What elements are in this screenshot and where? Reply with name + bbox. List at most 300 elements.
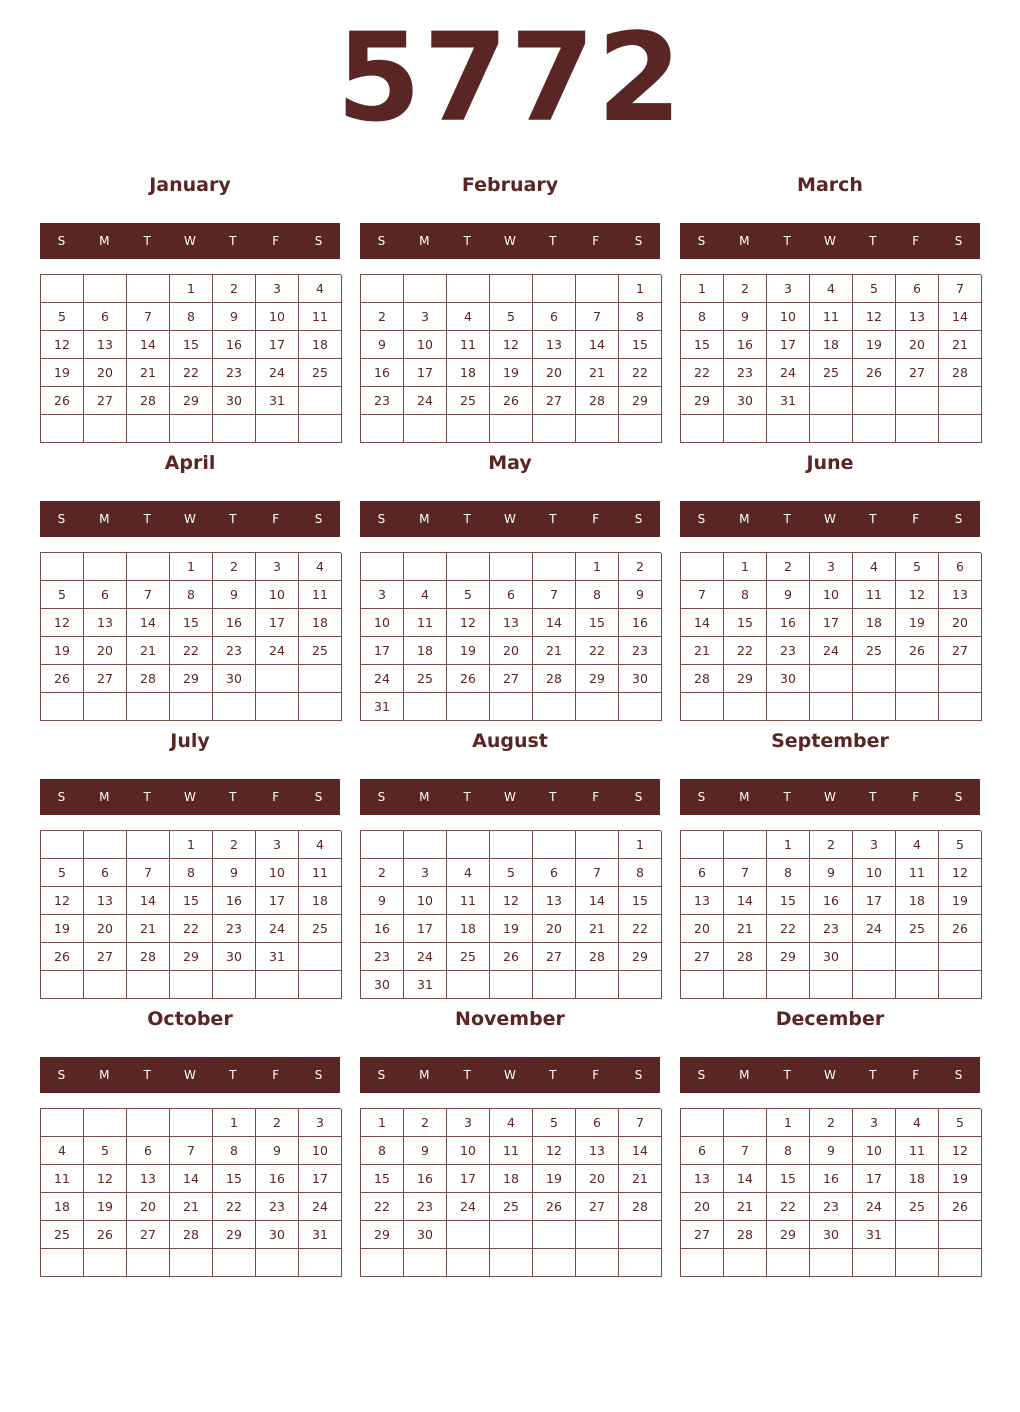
day-cell: 16 [213,331,256,359]
empty-day-cell [299,1249,342,1277]
day-cell: 12 [41,331,84,359]
day-cell: 20 [681,1193,724,1221]
weekday-label: S [697,234,706,248]
empty-day-cell [576,1221,619,1249]
day-cell: 24 [256,637,299,665]
day-cell: 8 [576,581,619,609]
day-cell: 15 [724,609,767,637]
day-cell: 29 [767,943,810,971]
day-cell: 13 [490,609,533,637]
day-cell: 23 [213,637,256,665]
empty-day-cell [939,1249,982,1277]
empty-day-cell [810,971,853,999]
weekday-header [680,501,980,537]
day-cell: 23 [724,359,767,387]
empty-day-cell [84,693,127,721]
day-cell: 29 [681,387,724,415]
empty-day-cell [681,415,724,443]
day-cell: 5 [490,859,533,887]
day-cell: 17 [299,1165,342,1193]
day-cell: 27 [939,637,982,665]
empty-day-cell [84,971,127,999]
weekday-label: S [57,512,66,526]
empty-day-cell [896,1221,939,1249]
day-cell: 28 [170,1221,213,1249]
day-cell: 4 [853,553,896,581]
day-cell: 27 [533,943,576,971]
weekday-label: M [739,512,750,526]
day-cell: 9 [810,859,853,887]
day-cell: 22 [681,359,724,387]
empty-day-cell [490,1249,533,1277]
day-cell: 17 [256,887,299,915]
day-cell: 29 [619,387,662,415]
weekday-label: S [634,790,643,804]
weekday-label: T [143,790,151,804]
weekday-label: T [549,1068,557,1082]
day-cell: 4 [299,831,342,859]
day-cell: 8 [767,1137,810,1165]
day-cell: 1 [619,275,662,303]
weekday-label: S [697,512,706,526]
empty-day-cell [361,275,404,303]
empty-day-cell [576,275,619,303]
empty-day-cell [576,971,619,999]
day-cell: 28 [619,1193,662,1221]
day-grid [40,274,341,443]
month-name: August [472,730,548,752]
day-cell: 19 [853,331,896,359]
day-cell: 15 [619,331,662,359]
day-cell: 23 [213,915,256,943]
empty-day-cell [170,1249,213,1277]
empty-day-cell [619,1221,662,1249]
day-cell: 23 [213,359,256,387]
weekday-label: M [739,234,750,248]
day-cell: 9 [213,581,256,609]
day-cell: 28 [681,665,724,693]
day-cell: 9 [619,581,662,609]
day-grid [40,552,341,721]
empty-day-cell [447,693,490,721]
empty-day-cell [619,971,662,999]
day-cell: 8 [170,859,213,887]
day-cell: 9 [404,1137,447,1165]
empty-day-cell [681,971,724,999]
empty-day-cell [299,971,342,999]
weekday-label: S [634,512,643,526]
weekday-label: T [869,234,877,248]
day-cell: 11 [853,581,896,609]
weekday-header [360,779,660,815]
weekday-label: F [592,512,600,526]
day-cell: 16 [810,1165,853,1193]
day-cell: 26 [41,387,84,415]
day-grid [680,274,981,443]
day-cell: 6 [939,553,982,581]
weekday-label: T [869,790,877,804]
day-cell: 29 [170,665,213,693]
day-cell: 11 [447,331,490,359]
empty-day-cell [681,553,724,581]
weekday-header [680,1057,980,1093]
empty-day-cell [127,1109,170,1137]
weekday-label: T [463,512,471,526]
day-cell: 21 [724,1193,767,1221]
day-cell: 16 [256,1165,299,1193]
day-cell: 1 [170,831,213,859]
day-cell: 29 [213,1221,256,1249]
day-cell: 18 [299,331,342,359]
empty-day-cell [724,831,767,859]
day-grid [40,1108,341,1277]
empty-day-cell [447,275,490,303]
day-cell: 19 [41,637,84,665]
day-cell: 19 [84,1193,127,1221]
empty-day-cell [939,387,982,415]
empty-day-cell [896,693,939,721]
weekday-label: F [912,1068,920,1082]
day-cell: 7 [724,859,767,887]
day-cell: 3 [853,831,896,859]
month-name: September [771,730,889,752]
weekday-label: S [697,1068,706,1082]
day-cell: 19 [490,915,533,943]
weekday-label: T [229,234,237,248]
day-cell: 16 [404,1165,447,1193]
day-cell: 19 [41,915,84,943]
day-cell: 10 [256,581,299,609]
empty-day-cell [256,665,299,693]
day-cell: 29 [576,665,619,693]
day-cell: 27 [681,1221,724,1249]
day-cell: 22 [170,359,213,387]
weekday-label: M [739,1068,750,1082]
day-cell: 2 [404,1109,447,1137]
day-cell: 15 [619,887,662,915]
empty-day-cell [490,831,533,859]
day-grid [360,274,661,443]
empty-day-cell [84,831,127,859]
day-cell: 14 [576,331,619,359]
day-cell: 30 [767,665,810,693]
day-cell: 20 [127,1193,170,1221]
day-cell: 26 [533,1193,576,1221]
weekday-header [680,223,980,259]
day-cell: 9 [810,1137,853,1165]
empty-day-cell [533,415,576,443]
empty-day-cell [41,275,84,303]
empty-day-cell [299,693,342,721]
weekday-label: W [184,234,196,248]
day-cell: 10 [299,1137,342,1165]
day-cell: 13 [84,609,127,637]
empty-day-cell [447,971,490,999]
weekday-label: T [549,790,557,804]
day-cell: 2 [767,553,810,581]
day-cell: 11 [299,859,342,887]
day-cell: 14 [170,1165,213,1193]
day-cell: 11 [299,303,342,331]
empty-day-cell [127,693,170,721]
day-cell: 31 [256,387,299,415]
day-cell: 24 [767,359,810,387]
day-cell: 10 [810,581,853,609]
day-cell: 6 [681,859,724,887]
day-cell: 16 [724,331,767,359]
day-cell: 6 [533,303,576,331]
empty-day-cell [256,971,299,999]
weekday-label: S [314,234,323,248]
empty-day-cell [681,693,724,721]
day-cell: 18 [447,915,490,943]
day-cell: 18 [299,609,342,637]
day-cell: 3 [404,303,447,331]
day-cell: 7 [127,859,170,887]
weekday-label: T [549,512,557,526]
empty-day-cell [681,1109,724,1137]
weekday-label: T [783,1068,791,1082]
weekday-label: F [592,1068,600,1082]
day-cell: 22 [213,1193,256,1221]
empty-day-cell [490,275,533,303]
day-cell: 16 [619,609,662,637]
day-cell: 15 [170,331,213,359]
empty-day-cell [724,1249,767,1277]
day-cell: 6 [896,275,939,303]
day-cell: 7 [127,303,170,331]
empty-day-cell [533,275,576,303]
day-cell: 9 [724,303,767,331]
day-cell: 16 [810,887,853,915]
empty-day-cell [810,1249,853,1277]
day-cell: 8 [619,303,662,331]
empty-day-cell [170,415,213,443]
day-cell: 18 [896,1165,939,1193]
day-cell: 1 [361,1109,404,1137]
weekday-header [360,501,660,537]
day-cell: 30 [256,1221,299,1249]
day-cell: 1 [619,831,662,859]
day-cell: 30 [810,943,853,971]
weekday-label: S [314,1068,323,1082]
weekday-label: T [229,1068,237,1082]
day-grid [680,830,981,999]
day-cell: 18 [404,637,447,665]
month-name: May [488,452,532,474]
day-cell: 20 [896,331,939,359]
day-cell: 24 [361,665,404,693]
day-grid [360,1108,661,1277]
weekday-label: W [184,1068,196,1082]
day-cell: 20 [84,359,127,387]
empty-day-cell [404,693,447,721]
weekday-header [40,779,340,815]
day-cell: 9 [767,581,810,609]
weekday-label: W [184,512,196,526]
day-cell: 17 [767,331,810,359]
empty-day-cell [576,831,619,859]
weekday-label: F [272,234,280,248]
day-cell: 1 [767,831,810,859]
empty-day-cell [361,1249,404,1277]
day-cell: 29 [170,387,213,415]
day-cell: 16 [361,359,404,387]
weekday-label: M [419,234,430,248]
weekday-label: S [57,234,66,248]
day-cell: 25 [810,359,853,387]
empty-day-cell [170,1109,213,1137]
day-cell: 14 [127,609,170,637]
day-cell: 14 [127,331,170,359]
day-cell: 26 [41,665,84,693]
day-cell: 13 [681,1165,724,1193]
day-cell: 27 [681,943,724,971]
day-cell: 3 [404,859,447,887]
weekday-label: S [697,790,706,804]
day-cell: 26 [939,1193,982,1221]
day-grid [360,552,661,721]
empty-day-cell [896,943,939,971]
day-cell: 21 [724,915,767,943]
day-cell: 11 [490,1137,533,1165]
empty-day-cell [256,1249,299,1277]
day-cell: 28 [127,387,170,415]
empty-day-cell [853,387,896,415]
day-cell: 31 [767,387,810,415]
day-cell: 13 [939,581,982,609]
day-cell: 7 [619,1109,662,1137]
day-cell: 23 [361,943,404,971]
weekday-label: W [504,234,516,248]
empty-day-cell [256,693,299,721]
day-cell: 10 [853,859,896,887]
day-cell: 21 [127,359,170,387]
day-cell: 27 [576,1193,619,1221]
day-cell: 9 [361,331,404,359]
day-cell: 23 [619,637,662,665]
day-cell: 7 [533,581,576,609]
day-cell: 2 [213,275,256,303]
empty-day-cell [127,971,170,999]
day-cell: 2 [361,859,404,887]
day-cell: 26 [490,387,533,415]
empty-day-cell [767,693,810,721]
day-cell: 29 [361,1221,404,1249]
day-cell: 8 [619,859,662,887]
day-cell: 14 [724,1165,767,1193]
day-cell: 13 [84,887,127,915]
day-cell: 3 [767,275,810,303]
day-cell: 20 [490,637,533,665]
weekday-label: S [954,234,963,248]
day-cell: 30 [213,943,256,971]
weekday-label: S [377,1068,386,1082]
day-cell: 14 [939,303,982,331]
day-cell: 13 [84,331,127,359]
day-grid [360,830,661,999]
weekday-label: S [57,1068,66,1082]
month-name: April [164,452,216,474]
day-cell: 17 [853,887,896,915]
empty-day-cell [810,415,853,443]
weekday-label: S [377,790,386,804]
empty-day-cell [939,693,982,721]
day-cell: 12 [41,887,84,915]
empty-day-cell [939,665,982,693]
day-cell: 3 [810,553,853,581]
empty-day-cell [41,415,84,443]
day-cell: 15 [576,609,619,637]
day-cell: 8 [170,581,213,609]
day-cell: 29 [767,1221,810,1249]
day-cell: 12 [84,1165,127,1193]
empty-day-cell [576,415,619,443]
empty-day-cell [127,831,170,859]
day-cell: 22 [170,637,213,665]
day-cell: 15 [170,887,213,915]
day-cell: 9 [361,887,404,915]
weekday-label: F [592,790,600,804]
day-cell: 21 [681,637,724,665]
weekday-header [360,223,660,259]
day-cell: 30 [724,387,767,415]
day-cell: 5 [41,581,84,609]
day-cell: 20 [533,915,576,943]
day-cell: 25 [41,1221,84,1249]
weekday-header [40,1057,340,1093]
day-cell: 18 [810,331,853,359]
weekday-label: S [314,512,323,526]
day-cell: 12 [490,331,533,359]
day-cell: 2 [724,275,767,303]
empty-day-cell [41,1109,84,1137]
empty-day-cell [213,693,256,721]
day-cell: 28 [533,665,576,693]
day-cell: 28 [576,943,619,971]
day-cell: 23 [256,1193,299,1221]
day-grid [680,1108,981,1277]
empty-day-cell [767,971,810,999]
day-cell: 28 [939,359,982,387]
day-cell: 2 [810,831,853,859]
day-cell: 4 [447,859,490,887]
day-cell: 15 [170,609,213,637]
weekday-label: T [869,512,877,526]
empty-day-cell [810,693,853,721]
day-cell: 6 [490,581,533,609]
day-cell: 27 [490,665,533,693]
day-cell: 20 [681,915,724,943]
day-cell: 30 [213,387,256,415]
empty-day-cell [853,693,896,721]
day-cell: 15 [767,1165,810,1193]
empty-day-cell [724,1109,767,1137]
empty-day-cell [447,553,490,581]
day-cell: 11 [896,859,939,887]
day-cell: 31 [256,943,299,971]
weekday-label: S [377,234,386,248]
day-cell: 3 [361,581,404,609]
day-cell: 11 [299,581,342,609]
day-cell: 5 [853,275,896,303]
day-cell: 5 [41,859,84,887]
day-cell: 27 [84,665,127,693]
day-cell: 7 [576,859,619,887]
weekday-label: M [99,234,110,248]
day-cell: 6 [84,303,127,331]
empty-day-cell [896,387,939,415]
